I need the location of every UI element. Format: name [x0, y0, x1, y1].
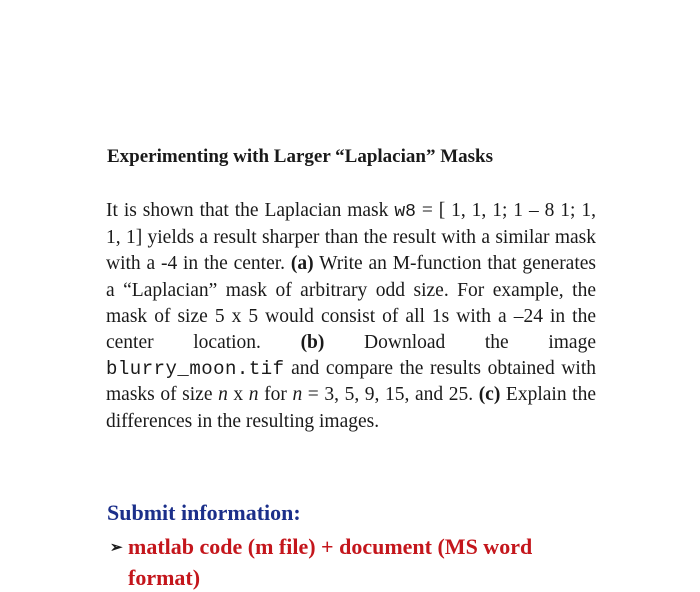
- part-label-c: (c): [478, 384, 501, 406]
- submit-item-text: matlab code (m file) + document (MS word: [128, 534, 533, 559]
- text-segment: = [ 1, 1, 1; 1 – 8 1; 1, 1, 1] yields a result sharper than the result with a similar mask with a -4 in the center.: [106, 200, 596, 275]
- text-segment: Write an M-function that generates a “Laplacian” mask of arbitrary odd size. For example, the mask of size 5 x 5 would consist of all 1s with a –24 in the center location.: [106, 253, 597, 354]
- variable-n: n: [218, 384, 228, 406]
- problem-paragraph: [106, 198, 596, 435]
- submit-heading: Submit information:: [107, 500, 301, 525]
- text-segment: x: [227, 384, 249, 406]
- text-segment: and compare the results obtained with masks of size: [106, 358, 596, 406]
- arrow-bullet-icon: ➢: [110, 540, 123, 556]
- text-segment: Explain the differences in the resulting images.: [106, 384, 596, 432]
- variable-n: n: [248, 384, 259, 406]
- part-label-a: (a): [290, 253, 314, 275]
- submit-item-line-2: format): [128, 565, 201, 590]
- text-segment: = 3, 5, 9, 15, and 25.: [302, 384, 479, 406]
- text-segment: It is shown that the Laplacian mask: [106, 200, 395, 221]
- text-segment: for: [258, 384, 293, 406]
- code-mask-name: w8: [394, 202, 416, 222]
- variable-n: n: [292, 384, 303, 406]
- submit-item-line-1: [110, 532, 610, 563]
- part-label-b: (b): [300, 332, 325, 354]
- section-heading: Experimenting with Larger “Laplacian” Masks: [107, 146, 493, 167]
- code-filename: blurry_moon.tif: [106, 358, 285, 381]
- text-segment: Download the image: [324, 332, 596, 354]
- submit-list-item: [110, 532, 610, 592]
